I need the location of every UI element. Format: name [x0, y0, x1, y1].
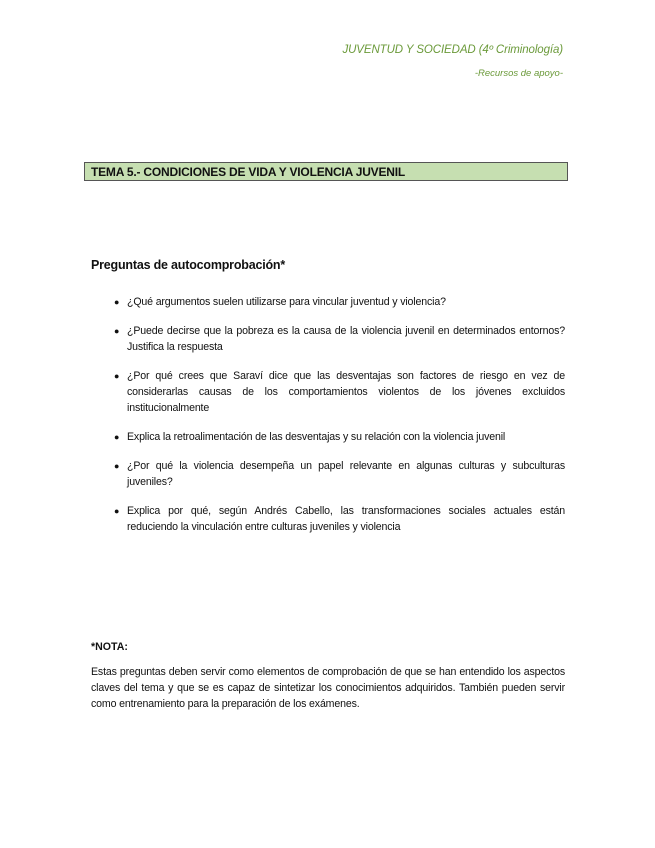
question-text: Explica la retroalimentación de las desventajas y su relación con la violencia juvenil: [127, 431, 506, 443]
question-text: ¿Puede decirse que la pobreza es la causa de la violencia juvenil en determinados entornos? Justifica la respuesta: [127, 325, 565, 353]
topic-title-box: TEMA 5.- CONDICIONES DE VIDA Y VIOLENCIA JUVENIL: [84, 162, 568, 181]
question-text: ¿Qué argumentos suelen utilizarse para vincular juventud y violencia?: [127, 296, 446, 308]
bullet-icon: ●: [114, 371, 120, 381]
bullet-icon: ●: [114, 432, 120, 442]
note-title: *NOTA:: [91, 641, 128, 653]
bullet-icon: ●: [114, 461, 120, 471]
question-list: [104, 294, 565, 548]
question-item: [104, 368, 565, 416]
note-text: Estas preguntas deben servir como elementos de comprobación de que se han entendido los aspectos claves del tema y que se es capaz de sintetizar los conocimientos adquiridos. También pueden servir como entrenamiento para la preparación de los exámenes.: [91, 666, 565, 710]
question-item: [104, 323, 565, 355]
question-item: [104, 458, 565, 490]
resources-subheader: -Recursos de apoyo-: [474, 68, 563, 79]
bullet-icon: ●: [114, 297, 120, 307]
self-check-title: Preguntas de autocomprobación*: [91, 258, 286, 272]
question-item: [104, 503, 565, 535]
question-text: ¿Por qué crees que Saraví dice que las desventajas son factores de riesgo en vez de considerarlas causas de los comportamientos violentos de los jóvenes excluidos institucionalmente: [127, 370, 565, 414]
bullet-icon: ●: [114, 326, 120, 336]
bullet-icon: ●: [114, 506, 120, 516]
question-text: ¿Por qué la violencia desempeña un papel relevante en algunas culturas y subculturas juveniles?: [127, 460, 565, 488]
question-item: [104, 294, 565, 310]
question-text: Explica por qué, según Andrés Cabello, las transformaciones sociales actuales están reduciendo la vinculación entre culturas juveniles y violencia: [127, 505, 565, 533]
question-item: [104, 429, 565, 445]
course-header: JUVENTUD Y SOCIEDAD (4º Criminología): [342, 44, 563, 56]
